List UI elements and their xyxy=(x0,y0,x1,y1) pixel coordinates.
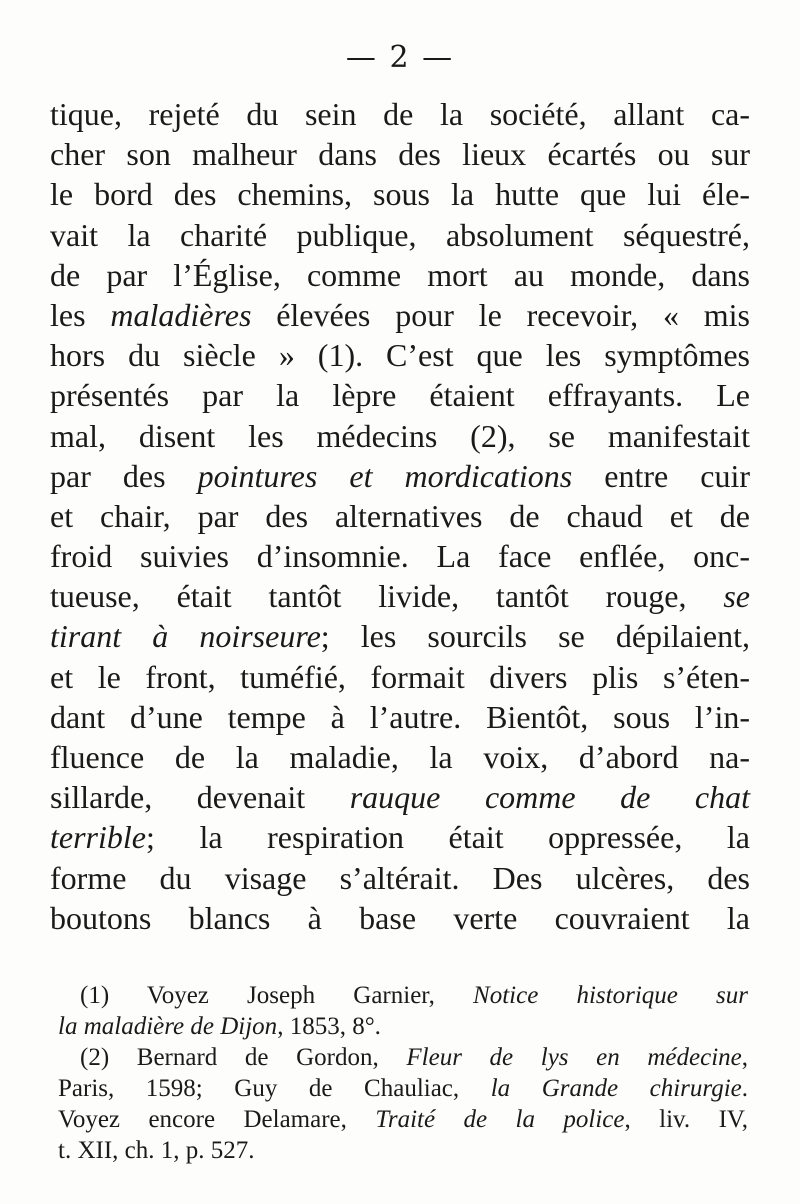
italic-text: pointures et mordications xyxy=(197,457,573,494)
text-line xyxy=(50,456,750,496)
text-line xyxy=(50,817,750,857)
text-run: , xyxy=(741,1044,748,1071)
text-run: Voyez encore Delamare, xyxy=(58,1106,376,1133)
footnote-line xyxy=(58,1073,748,1104)
text-line xyxy=(50,255,750,295)
text-line xyxy=(50,576,750,616)
text-run: les xyxy=(50,296,111,333)
text-run: , 1853, 8°. xyxy=(277,1013,381,1040)
text-line xyxy=(50,657,750,697)
footnote-line xyxy=(58,980,748,1011)
italic-text: terrible xyxy=(50,819,146,856)
text-run: (2) Bernard de Gordon, xyxy=(80,1044,407,1071)
text-run: . xyxy=(741,1075,748,1102)
text-run: sillarde, devenait xyxy=(50,779,350,816)
text-run: ; les sourcils se dépilaient, xyxy=(320,618,751,655)
italic-text: se xyxy=(723,578,750,615)
text-line xyxy=(50,94,750,134)
text-line xyxy=(50,737,750,777)
footnotes xyxy=(58,980,748,1166)
text-run: t. XII, ch. 1, p. 527. xyxy=(58,1137,255,1164)
text-run: tueuse, était tantôt livide, tantôt rouge, xyxy=(50,578,724,615)
text-run: hors du siècle » (1). C’est que les symptômes xyxy=(50,337,750,374)
text-line xyxy=(50,295,750,335)
text-run: fluence de la maladie, la voix, d’abord na- xyxy=(50,739,750,775)
text-run: vait la charité publique, absolument séquestré, xyxy=(50,216,750,253)
text-run: le bord des chemins, sous la hutte que lui éle- xyxy=(50,176,750,213)
text-line xyxy=(50,416,750,456)
text-run: froid suivies d’insomnie. La face enflée, onc- xyxy=(50,538,750,575)
text-run: boutons blancs à base verte couvraient la xyxy=(50,899,750,936)
text-line xyxy=(50,375,750,415)
text-line xyxy=(50,616,750,656)
text-run: (1) Voyez Joseph Garnier, xyxy=(80,982,474,1009)
text-line xyxy=(50,858,750,898)
text-line xyxy=(50,697,750,737)
footnote-line xyxy=(58,1042,748,1073)
text-line xyxy=(50,215,750,255)
footnote-line xyxy=(58,1135,748,1166)
text-line xyxy=(50,536,750,576)
text-line xyxy=(50,496,750,536)
italic-text: rauque comme de chat xyxy=(349,779,751,816)
text-run: mal, disent les médecins (2), se manifestait xyxy=(50,417,750,454)
text-run: dant d’une tempe à l’autre. Bientôt, sous l’in- xyxy=(50,698,750,735)
text-run: tique, rejeté du sein de la société, allant ca- xyxy=(50,96,750,132)
italic-text: maladières xyxy=(110,296,252,333)
text-run: présentés par la lèpre étaient effrayants. Le xyxy=(50,377,750,414)
body-text xyxy=(50,94,750,938)
italic-text: Traité de la police xyxy=(375,1106,625,1133)
text-run: et chair, par des alternatives de chaud et de xyxy=(50,497,750,534)
text-run: par des xyxy=(50,457,198,494)
text-run: et le front, tuméfié, formait divers plis s’éten- xyxy=(50,658,750,695)
italic-text: la maladière de Dijon xyxy=(58,1013,278,1040)
text-line xyxy=(50,335,750,375)
footnote-line xyxy=(58,1104,748,1135)
footnote-line xyxy=(58,1011,748,1042)
text-run: forme du visage s’altérait. Des ulcères, des xyxy=(50,859,750,896)
text-line xyxy=(50,134,750,174)
italic-text: Notice historique sur xyxy=(473,982,748,1009)
text-run: , liv. IV, xyxy=(624,1106,748,1133)
italic-text: Fleur de lys en médecine xyxy=(406,1044,742,1071)
text-line xyxy=(50,898,750,938)
text-line xyxy=(50,777,750,817)
text-run: élevées pour le recevoir, « mis xyxy=(251,296,751,333)
text-run: cher son malheur dans des lieux écartés ou sur xyxy=(50,136,750,173)
page-number: — 2 — xyxy=(345,40,455,75)
text-run: de par l’Église, comme mort au monde, dans xyxy=(50,256,750,293)
italic-text: la Grande chirurgie xyxy=(490,1075,742,1102)
italic-text: tirant à noirseure xyxy=(50,618,321,655)
text-run: Paris, 1598; Guy de Chauliac, xyxy=(58,1075,491,1102)
text-run: ; la respiration était oppressée, la xyxy=(145,819,750,856)
text-run: entre cuir xyxy=(572,457,750,494)
text-line xyxy=(50,174,750,214)
